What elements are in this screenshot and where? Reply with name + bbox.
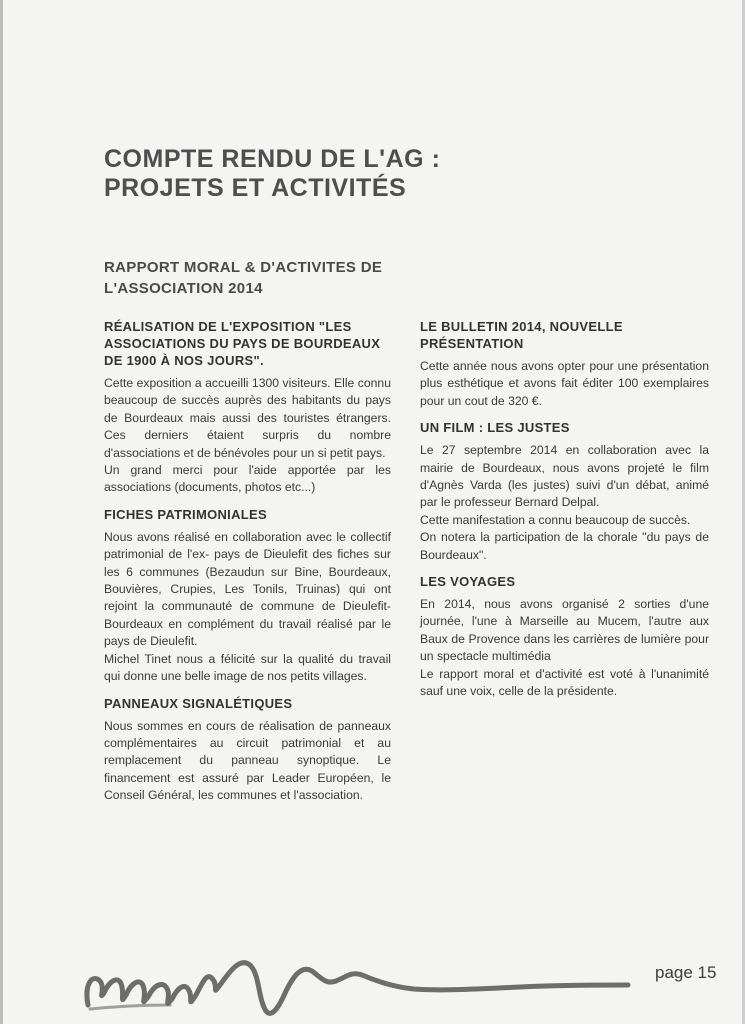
page-number: page 15	[655, 963, 717, 982]
left-column	[104, 318, 391, 814]
section-heading: RÉALISATION DE L'EXPOSITION "LES ASSOCIATIONS DU PAYS DE BOURDEAUX DE 1900 À NOS JOURS".	[104, 319, 381, 368]
report-subtitle: RAPPORT MORAL & D'ACTIVITES DE L'ASSOCIATION 2014	[104, 259, 383, 298]
section-bulletin	[420, 318, 709, 410]
section-heading: PANNEAUX SIGNALÉTIQUES	[104, 695, 293, 711]
section-heading: LE BULLETIN 2014, NOUVELLE PRÉSENTATION	[420, 319, 623, 351]
section-text: Le 27 septembre 2014 en collaboration avec la mairie de Bourdeaux, nous avons projeté le film d'Agnès Varda (les justes) suivi d'un débat, animé par le professeur Bernard Delpal. Cette manifestation a connu beaucoup de succès. On notera la participation de la chorale "du pays de Bourdeaux".	[420, 443, 709, 562]
page-title: COMPTE RENDU DE L'AG : PROJETS ET ACTIVITÉS	[104, 144, 441, 202]
section-panneaux	[104, 695, 391, 805]
section-heading: FICHES PATRIMONIALES	[104, 506, 267, 522]
section-heading: UN FILM : LES JUSTES	[420, 420, 570, 436]
section-text: Nous avons réalisé en collaboration avec le collectif patrimonial de l'ex- pays de Dieulefit des fiches sur les 6 communes (Bezaudun sur Bine, Bourdeaux, Bouvières, Crupies, Les Tonils, Truinas) qui ont rejoint la communauté de commune de Dieulefit-Bourdeaux en complément du travail réalisé par le pays de Dieulefit. Michel Tinet nous a félicité sur la qualité du travail qui donne une belle image de nos petits villages.	[104, 529, 391, 684]
section-voyages	[420, 573, 709, 700]
section-fiches	[104, 506, 391, 686]
right-column	[420, 318, 709, 710]
handwritten-signature	[80, 935, 640, 1020]
scan-edge	[0, 0, 3, 1024]
section-exposition	[104, 318, 391, 497]
section-text: Nous sommes en cours de réalisation de panneaux complémentaires au circuit patrimonial et au remplacement du panneau synoptique. Le financement est assuré par Leader Européen, le Conseil Général, les communes et l'association.	[104, 718, 391, 803]
section-text: En 2014, nous avons organisé 2 sorties d'une journée, l'une à Marseille au Mucem, l'autre aux Baux de Provence dans les carrières de lumière pour un spectacle multimédia Le rapport moral et d'activité est voté à l'unanimité sauf une voix, celle de la présidente.	[420, 597, 709, 699]
section-heading: LES VOYAGES	[420, 574, 516, 590]
section-text: Cette exposition a accueilli 1300 visiteurs. Elle connu beaucoup de succès auprès des habitants du pays de Bourdeaux mais aussi des touristes étrangers. Ces derniers étaient surpris du nombre d'associations et de bénévoles pour un si petit pays. Un grand merci pour l'aide apportée par les associations (documents, photos etc...)	[104, 376, 391, 495]
section-film	[420, 419, 709, 564]
section-text: Cette année nous avons opter pour une présentation plus esthétique et avons fait éditer 100 exemplaires pour un cout de 320 €.	[420, 359, 709, 408]
